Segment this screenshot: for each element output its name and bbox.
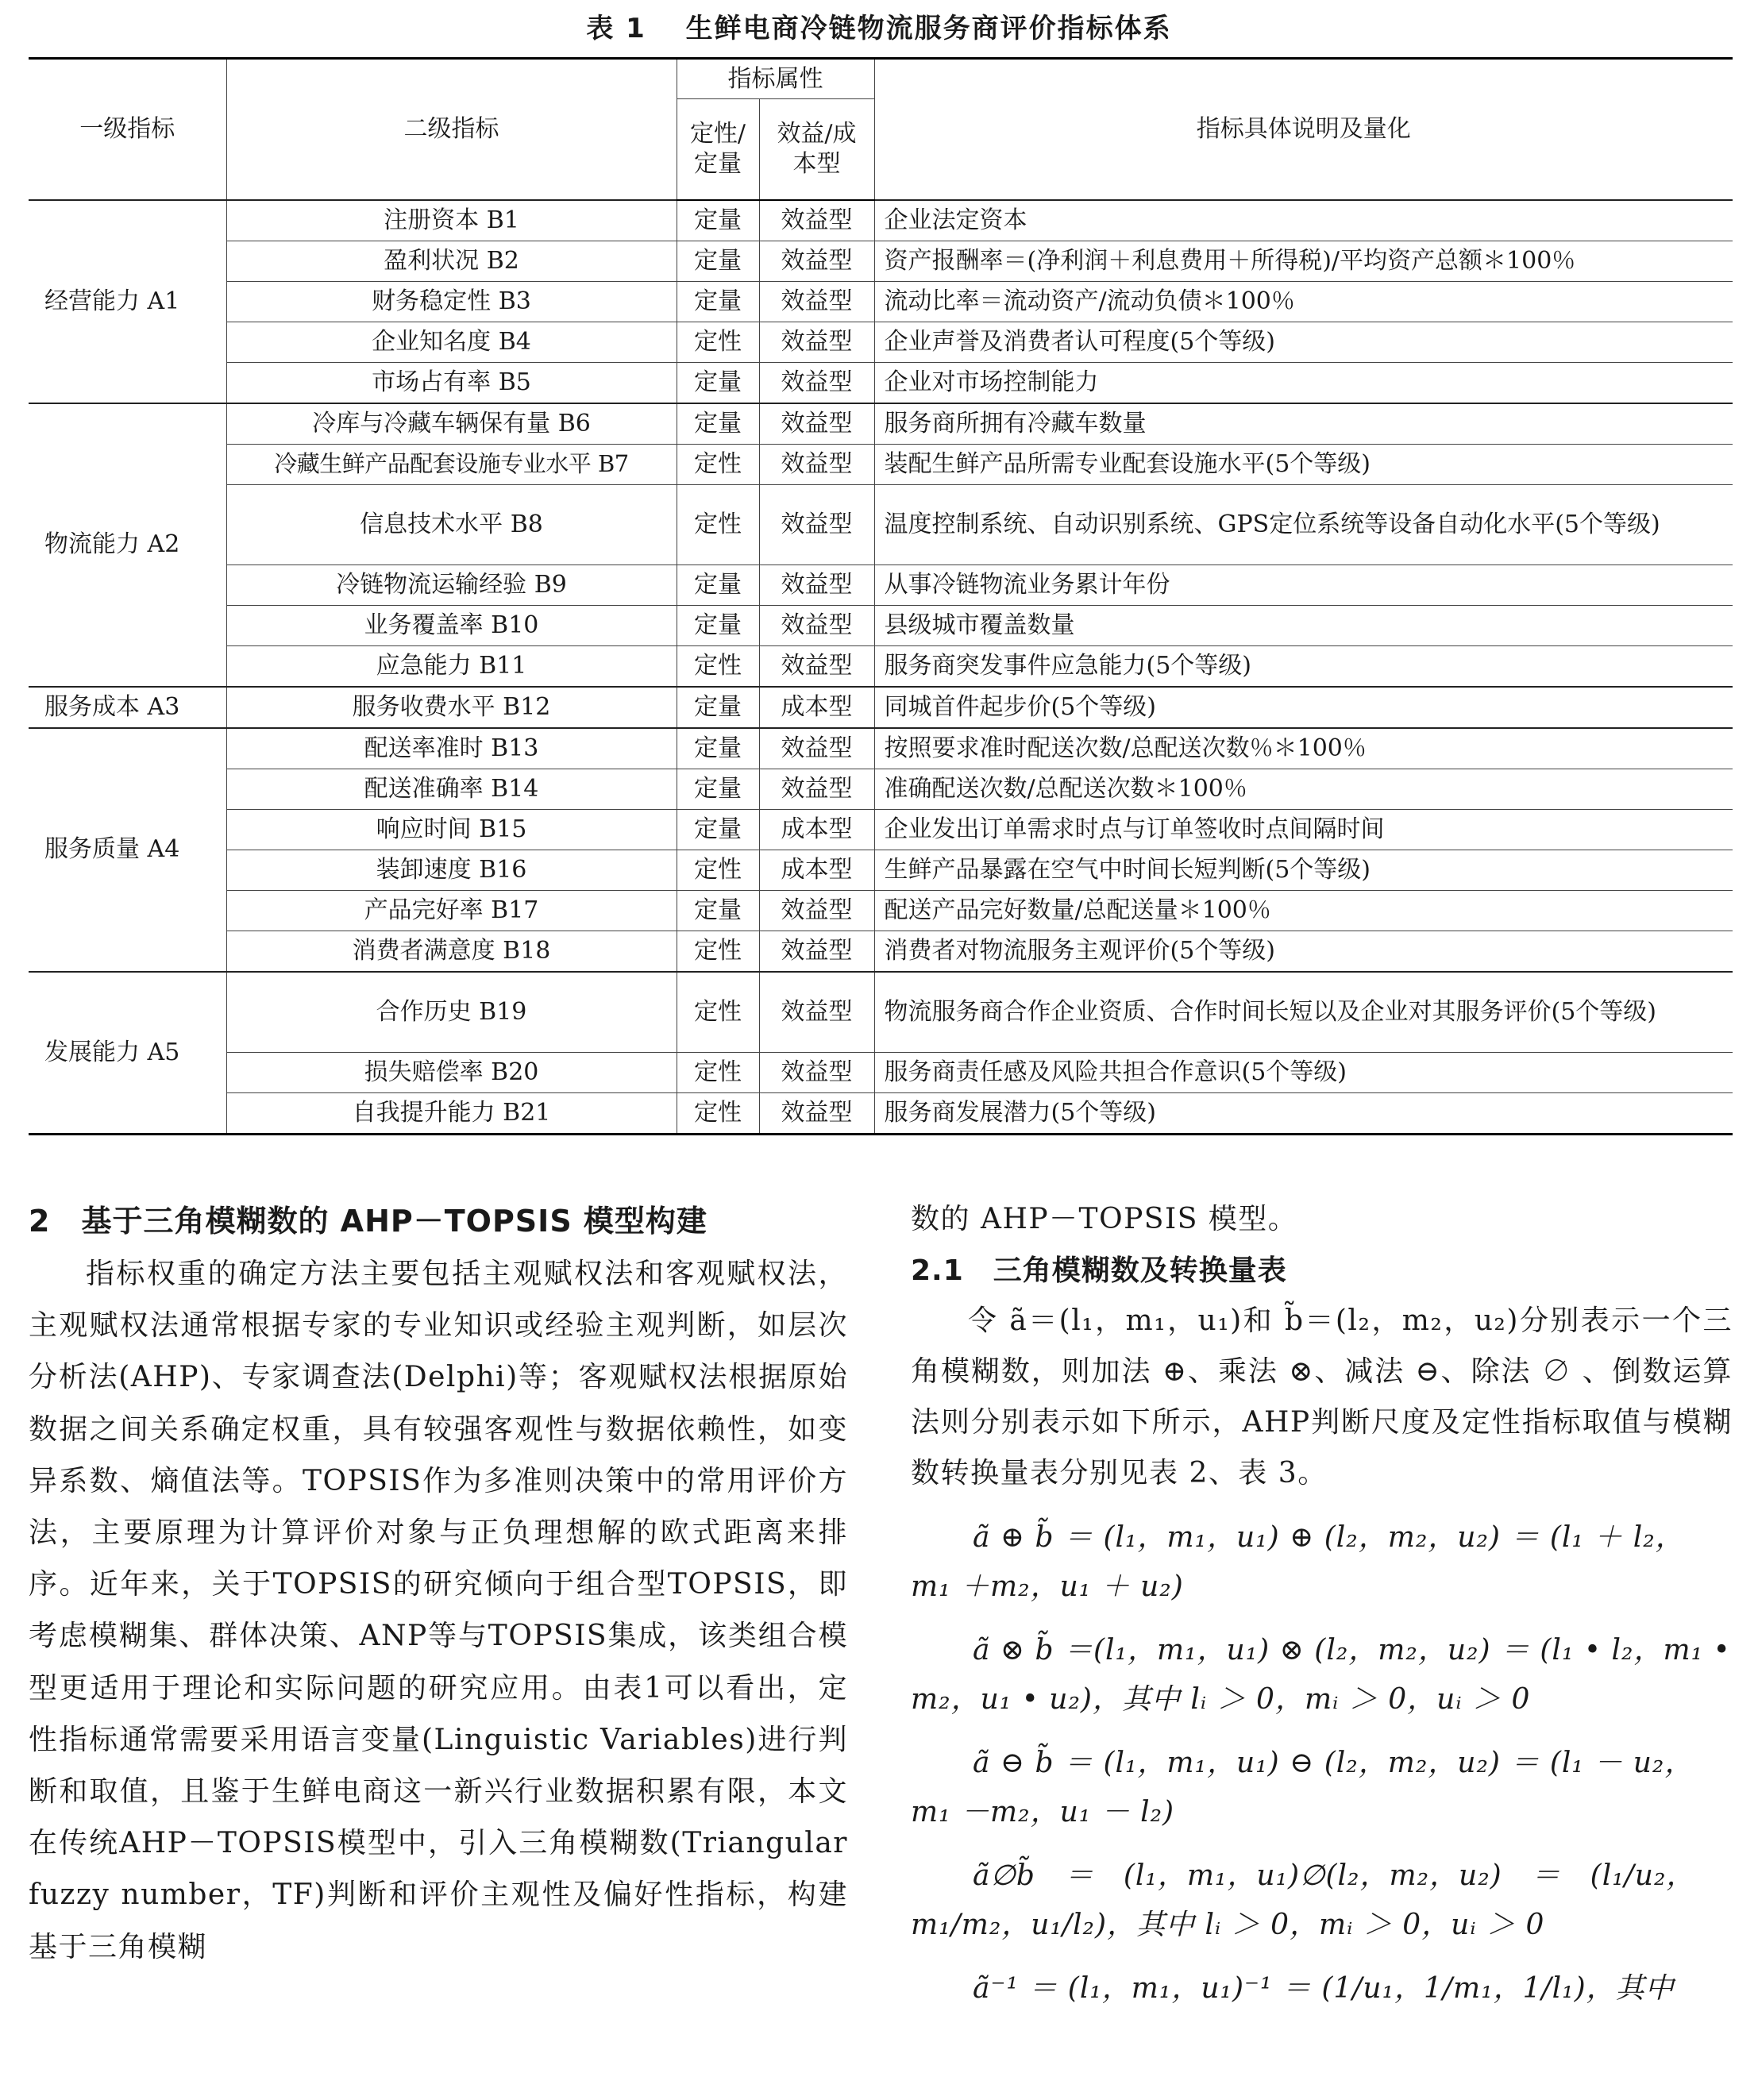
indicator-qual: 定量 [677, 564, 759, 605]
indicator-qual: 定量 [677, 687, 759, 728]
section-title: 2 基于三角模糊数的 AHP－TOPSIS 模型构建 [29, 1204, 707, 1239]
indicator-qual: 定量 [677, 728, 759, 769]
table-row [29, 484, 1733, 564]
indicator-desc: 资产报酬率＝(净利润＋利息费用＋所得税)/平均资产总额＊100％ [874, 241, 1733, 281]
indicator-qual: 定量 [677, 890, 759, 931]
right-column [911, 1199, 1733, 2013]
header-qual-quant: 定性/定量 [677, 99, 759, 200]
indicator-type: 效益型 [759, 645, 874, 687]
indicator-desc: 服务商突发事件应急能力(5个等级) [874, 645, 1733, 687]
indicator-name: 合作历史 B19 [226, 972, 677, 1053]
table-row [29, 972, 1733, 1053]
equation-line: m₁ ＋m₂，u₁ ＋ u₂) [911, 1570, 1184, 1603]
indicator-qual: 定量 [677, 403, 759, 445]
body-paragraph: 指标权重的确定方法主要包括主观赋权法和客观赋权法，主观赋权法通常根据专家的专业知识或经验主观判断，如层次分析法(AHP)、专家调查法(Delphi)等；客观赋权法根据原始数据之间关系确定权重，具有较强客观性与数据依赖性，如变异系数、熵值法等。TOPSIS作为多准则决策中的常用评价方法，主要原理为计算评价对象与正负理想解的欧式距离来排序。近年来，关于TOPSIS的研究倾向于组合型TOPSIS，即考虑模糊集、群体决策、ANP等与TOPSIS集成，该类组合模型更适用于理论和实际问题的研究应用。由表1可以看出，定性指标通常需要采用语言变量(Linguistic Variables)进行判断和取值，且鉴于生鲜电商这一新兴行业数据积累有限，本文在传统AHP－TOPSIS模型中，引入三角模糊数(Triangular fuzzy number，TF)判断和评价主观性及偏好性指标，构建基于三角模糊 [29, 1258, 848, 1963]
indicator-qual: 定性 [677, 1092, 759, 1134]
table-row [29, 687, 1733, 728]
header-description: 指标具体说明及量化 [874, 59, 1733, 200]
indicator-type: 效益型 [759, 444, 874, 484]
table-row [29, 444, 1733, 484]
indicator-name: 信息技术水平 B8 [226, 484, 677, 564]
indicator-name: 配送准确率 B14 [226, 769, 677, 809]
indicator-type: 效益型 [759, 241, 874, 281]
indicator-type: 效益型 [759, 728, 874, 769]
table-caption [0, 6, 1758, 45]
indicator-desc: 消费者对物流服务主观评价(5个等级) [874, 931, 1733, 972]
indicator-qual: 定量 [677, 281, 759, 322]
indicator-desc: 温度控制系统、自动识别系统、GPS定位系统等设备自动化水平(5个等级) [874, 484, 1733, 564]
indicator-desc: 配送产品完好数量/总配送量＊100％ [874, 890, 1733, 931]
indicator-type: 效益型 [759, 322, 874, 362]
equation-addition [911, 1513, 1733, 1612]
indicator-type: 效益型 [759, 403, 874, 445]
table-row [29, 605, 1733, 645]
indicator-name: 产品完好率 B17 [226, 890, 677, 931]
table-row [29, 890, 1733, 931]
table-row [29, 728, 1733, 769]
equation-line: m₁ －m₂，u₁ － l₂) [911, 1796, 1175, 1828]
indicator-name: 响应时间 B15 [226, 809, 677, 850]
indicator-desc: 从事冷链物流业务累计年份 [874, 564, 1733, 605]
table-row [29, 1092, 1733, 1134]
indicator-qual: 定性 [677, 850, 759, 890]
indicator-type: 成本型 [759, 809, 874, 850]
indicator-type: 效益型 [759, 972, 874, 1053]
indicator-name: 冷链物流运输经验 B9 [226, 564, 677, 605]
indicator-qual: 定性 [677, 1052, 759, 1092]
indicator-qual: 定量 [677, 362, 759, 403]
indicator-name: 冷藏生鲜产品配套设施专业水平 B7 [226, 444, 677, 484]
table-number: 表 1 [586, 13, 646, 44]
indicator-desc: 流动比率＝流动资产/流动负债＊100％ [874, 281, 1733, 322]
indicator-desc: 生鲜产品暴露在空气中时间长短判断(5个等级) [874, 850, 1733, 890]
table-row [29, 850, 1733, 890]
equation-line: m₂，u₁ • u₂)，其中 lᵢ ＞ 0，mᵢ ＞ 0，uᵢ ＞ 0 [911, 1683, 1531, 1716]
indicator-type: 效益型 [759, 1092, 874, 1134]
indicator-desc: 企业声誉及消费者认可程度(5个等级) [874, 322, 1733, 362]
group-a5: 发展能力 A5 [29, 972, 226, 1135]
body-paragraph: 令 ã＝(l₁，m₁，u₁)和 b̃＝(l₂，m₂，u₂)分别表示一个三角模糊数，则加法 ⊕、乘法 ⊗、减法 ⊖、除法 ∅ 、倒数运算法则分别表示如下所示，AHP判断尺度及定性指标取值与模糊数转换量表分别见表 2、表 3。 [911, 1304, 1733, 1489]
indicator-type: 效益型 [759, 605, 874, 645]
indicator-desc: 企业发出订单需求时点与订单签收时点间隔时间 [874, 809, 1733, 850]
indicator-type: 效益型 [759, 564, 874, 605]
header-level2: 二级指标 [226, 59, 677, 200]
table-title: 生鲜电商冷链物流服务商评价指标体系 [685, 13, 1172, 44]
equation-multiplication [911, 1626, 1733, 1724]
group-a4: 服务质量 A4 [29, 728, 226, 972]
indicator-name: 应急能力 B11 [226, 645, 677, 687]
indicator-desc: 同城首件起步价(5个等级) [874, 687, 1733, 728]
equation-line: ã ⊗ b̃ ＝(l₁，m₁，u₁) ⊗ (l₂，m₂，u₂) ＝ (l₁ • l₂，m₁ • [973, 1634, 1731, 1667]
indicator-qual: 定性 [677, 322, 759, 362]
equation-line: ã⁻¹ ＝ (l₁，m₁，u₁)⁻¹ ＝ (1/u₁，1/m₁，1/l₁)，其中 [973, 1972, 1675, 2005]
subsection-title: 2.1 三角模糊数及转换量表 [911, 1254, 1287, 1287]
indicator-type: 效益型 [759, 1052, 874, 1092]
indicator-desc: 服务商发展潜力(5个等级) [874, 1092, 1733, 1134]
equation-division [911, 1851, 1733, 1950]
indicator-name: 装卸速度 B16 [226, 850, 677, 890]
continuation-text: 数的 AHP－TOPSIS 模型。 [911, 1203, 1298, 1235]
indicator-type: 成本型 [759, 850, 874, 890]
table-row [29, 1052, 1733, 1092]
indicator-type: 效益型 [759, 890, 874, 931]
indicator-desc: 企业对市场控制能力 [874, 362, 1733, 403]
indicator-desc: 按照要求准时配送次数/总配送次数％＊100％ [874, 728, 1733, 769]
indicator-qual: 定量 [677, 769, 759, 809]
indicator-type: 成本型 [759, 687, 874, 728]
indicator-desc: 服务商责任感及风险共担合作意识(5个等级) [874, 1052, 1733, 1092]
header-level1: 一级指标 [29, 59, 226, 200]
table-row [29, 931, 1733, 972]
indicator-qual: 定性 [677, 645, 759, 687]
table-row [29, 322, 1733, 362]
indicator-desc: 装配生鲜产品所需专业配套设施水平(5个等级) [874, 444, 1733, 484]
equation-line: m₁/m₂，u₁/l₂)，其中 lᵢ ＞ 0，mᵢ ＞ 0，uᵢ ＞ 0 [911, 1909, 1545, 1941]
group-a3: 服务成本 A3 [29, 687, 226, 728]
table-row [29, 645, 1733, 687]
indicator-qual: 定性 [677, 484, 759, 564]
indicator-name: 自我提升能力 B21 [226, 1092, 677, 1134]
indicator-desc: 物流服务商合作企业资质、合作时间长短以及企业对其服务评价(5个等级) [874, 972, 1733, 1053]
indicator-type: 效益型 [759, 484, 874, 564]
table-row [29, 241, 1733, 281]
equation-reciprocal [911, 1964, 1733, 2013]
indicator-name: 配送率准时 B13 [226, 728, 677, 769]
indicator-table [29, 57, 1733, 1135]
indicator-name: 市场占有率 B5 [226, 362, 677, 403]
indicator-qual: 定量 [677, 809, 759, 850]
indicator-desc: 服务商所拥有冷藏车数量 [874, 403, 1733, 445]
indicator-desc: 县级城市覆盖数量 [874, 605, 1733, 645]
indicator-name: 服务收费水平 B12 [226, 687, 677, 728]
indicator-name: 注册资本 B1 [226, 200, 677, 241]
indicator-name: 冷库与冷藏车辆保有量 B6 [226, 403, 677, 445]
indicator-name: 财务稳定性 B3 [226, 281, 677, 322]
equation-line: ã ⊖ b̃ ＝ (l₁，m₁，u₁) ⊖ (l₂，m₂，u₂) ＝ (l₁ － u₂， [973, 1747, 1694, 1779]
indicator-name: 消费者满意度 B18 [226, 931, 677, 972]
indicator-name: 业务覆盖率 B10 [226, 605, 677, 645]
indicator-type: 效益型 [759, 769, 874, 809]
equation-line: ã ⊕ b̃ ＝ (l₁，m₁，u₁) ⊕ (l₂，m₂，u₂) ＝ (l₁ ＋ l₂， [973, 1521, 1685, 1554]
group-a2: 物流能力 A2 [29, 403, 226, 687]
indicator-type: 效益型 [759, 281, 874, 322]
indicator-desc: 企业法定资本 [874, 200, 1733, 241]
indicator-qual: 定性 [677, 931, 759, 972]
indicator-type: 效益型 [759, 200, 874, 241]
header-attribute: 指标属性 [677, 59, 874, 99]
table-row [29, 769, 1733, 809]
indicator-type: 效益型 [759, 931, 874, 972]
indicator-name: 损失赔偿率 B20 [226, 1052, 677, 1092]
indicator-type: 效益型 [759, 362, 874, 403]
indicator-qual: 定量 [677, 200, 759, 241]
table-row [29, 403, 1733, 445]
header-benefit-cost: 效益/成本型 [759, 99, 874, 200]
table-row [29, 200, 1733, 241]
table-row [29, 362, 1733, 403]
table-row [29, 564, 1733, 605]
group-a1: 经营能力 A1 [29, 200, 226, 403]
equation-line: ã∅b̃ ＝ (l₁，m₁，u₁)∅(l₂，m₂，u₂) ＝ (l₁/u₂， [973, 1859, 1696, 1892]
indicator-name: 盈利状况 B2 [226, 241, 677, 281]
indicator-qual: 定量 [677, 605, 759, 645]
indicator-qual: 定量 [677, 241, 759, 281]
indicator-desc: 准确配送次数/总配送次数＊100％ [874, 769, 1733, 809]
equation-subtraction [911, 1739, 1733, 1837]
indicator-name: 企业知名度 B4 [226, 322, 677, 362]
table-row [29, 809, 1733, 850]
indicator-qual: 定性 [677, 972, 759, 1053]
left-column [29, 1199, 848, 1973]
table-row [29, 281, 1733, 322]
indicator-qual: 定性 [677, 444, 759, 484]
